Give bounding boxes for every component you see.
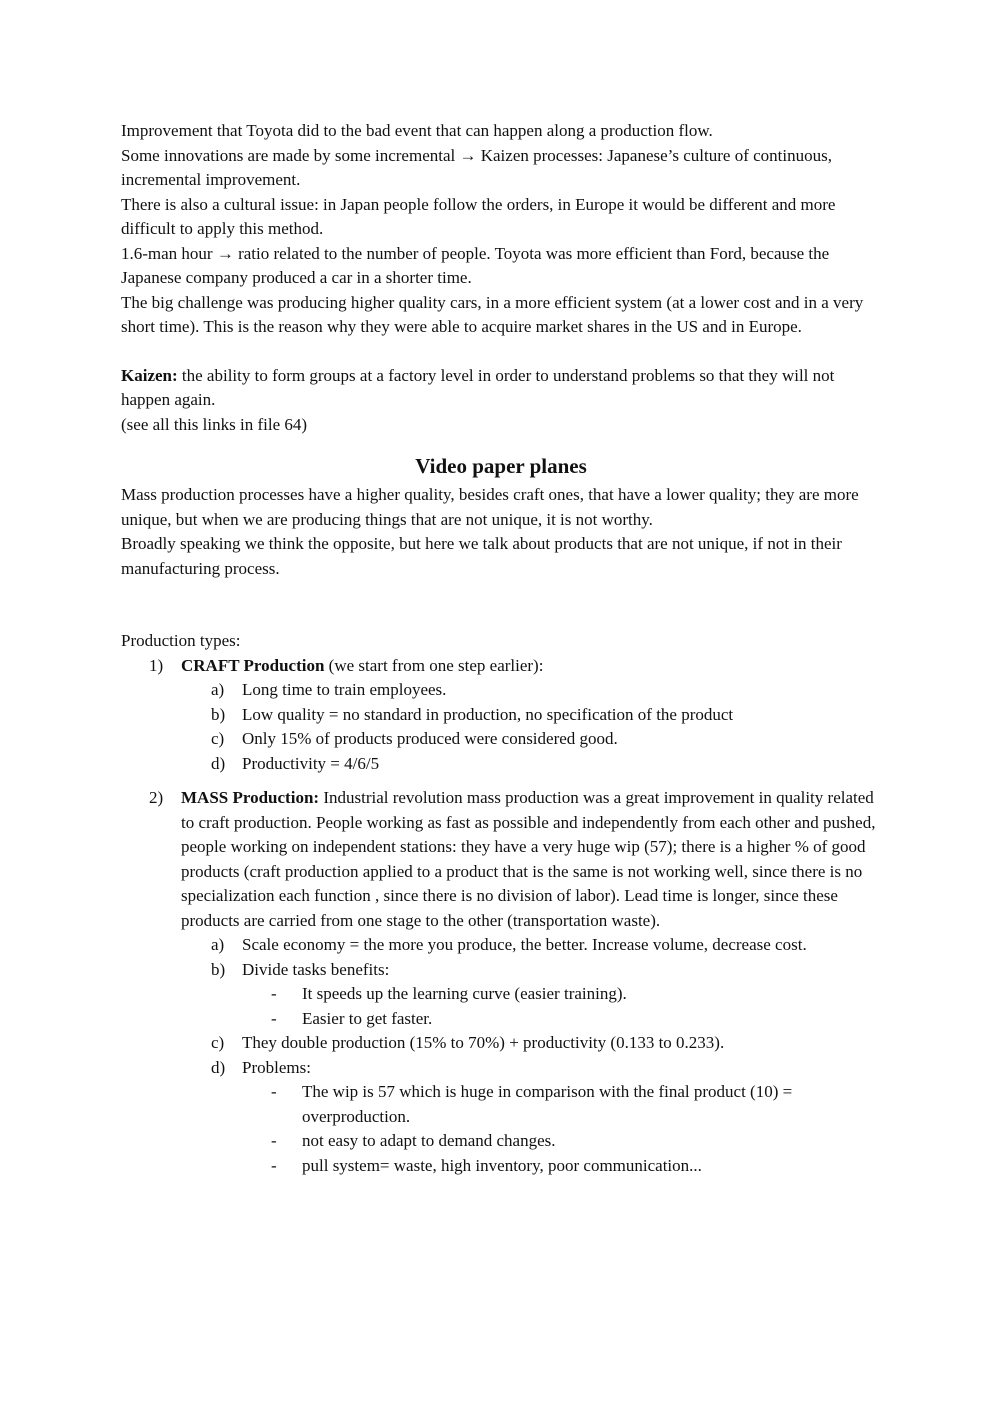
list-item-text: Divide tasks benefits:	[242, 959, 390, 979]
kaizen-text: the ability to form groups at a factory level in order to understand problems so that they will not happen again.	[121, 365, 835, 409]
intro-paragraph-1: Improvement that Toyota did to the bad event that can happen along a production flow.	[121, 121, 713, 140]
sub-list-item-text: pull system= waste, high inventory, poor communication...	[302, 1155, 702, 1175]
list-marker: 1)	[149, 655, 164, 675]
list-marker: a)	[211, 935, 225, 954]
video-paragraph-2: Broadly speaking we think the opposite, but here we talk about products that are not unique, if not in their manufacturing process.	[121, 534, 842, 578]
list-item-text: Scale economy = the more you produce, the better. Increase volume, decrease cost.	[242, 935, 807, 954]
section-heading: Video paper planes	[415, 454, 587, 478]
dash-marker: -	[271, 984, 277, 1003]
intro-paragraph-2: Some innovations are made by some incremental → Kaizen processes: Japanese’s culture of continuous, incremental improvement.	[121, 145, 832, 189]
sub-list-item-text: It speeds up the learning curve (easier training).	[302, 984, 627, 1003]
list-marker: d)	[211, 753, 226, 773]
dash-marker: -	[271, 1155, 277, 1175]
craft-title: CRAFT Production	[181, 655, 325, 675]
list-item-text: Productivity = 4/6/5	[242, 753, 380, 773]
sub-list-item-text: Easier to get faster.	[302, 1008, 433, 1028]
list-marker: 2)	[149, 788, 164, 807]
list-marker: a)	[211, 680, 225, 699]
sub-list-item	[121, 1129, 881, 1154]
spacer	[121, 340, 881, 364]
sub-list-item	[121, 982, 881, 1007]
mass-text: Industrial revolution mass production was a great improvement in quality related to craft production. People working as fast as possible and independently from each other and pushed, people working on independent stations: they have a very huge wip (57); there is a higher % of good products (craft production applied to a product that is the same is not working well, since there is no specialization each function , since there is no division of labor). Lead time is longer, since these products are carried from one stage to the other (transportation waste).	[181, 788, 876, 930]
list-item-mass	[121, 786, 881, 933]
list-marker: b)	[211, 959, 226, 979]
spacer	[121, 581, 881, 629]
intro-paragraph-5: The big challenge was producing higher quality cars, in a more efficient system (at a lower cost and in a very short time). This is the reason why they were able to acquire market shares in the US and in Europe.	[121, 292, 864, 336]
dash-marker: -	[271, 1131, 277, 1150]
craft-text: (we start from one step earlier):	[324, 655, 544, 675]
dash-marker: -	[271, 1008, 277, 1028]
sub-list-item	[121, 1154, 881, 1179]
list-marker: d)	[211, 1057, 226, 1077]
list-item-text: Only 15% of products produced were considered good.	[242, 729, 618, 748]
list-item	[121, 678, 881, 703]
kaizen-definition	[121, 364, 881, 413]
list-item	[121, 958, 881, 983]
list-item-text: Long time to train employees.	[242, 680, 447, 699]
list-item	[121, 703, 881, 728]
list-item-text: Problems:	[242, 1057, 311, 1077]
list-item	[121, 752, 881, 777]
list-item-text: Low quality = no standard in production, no specification of the product	[242, 704, 734, 724]
sub-list-item	[121, 1007, 881, 1032]
list-item	[121, 727, 881, 752]
kaizen-note: (see all this links in file 64)	[121, 414, 308, 434]
list-marker: c)	[211, 1033, 225, 1052]
video-paragraph-1: Mass production processes have a higher quality, besides craft ones, that have a lower quality; they are more unique, but when we are producing things that are not unique, it is not worthy.	[121, 485, 859, 529]
kaizen-term: Kaizen:	[121, 365, 178, 385]
list-item-text: They double production (15% to 70%) + productivity (0.133 to 0.233).	[242, 1033, 725, 1052]
mass-title: MASS Production:	[181, 788, 320, 807]
list-item	[121, 1031, 881, 1056]
production-types-label: Production types:	[121, 631, 241, 650]
list-marker: b)	[211, 704, 226, 724]
list-marker: c)	[211, 729, 225, 748]
list-item	[121, 1056, 881, 1081]
intro-paragraph-3: There is also a cultural issue: in Japan people follow the orders, in Europe it would be different and more difficult to apply this method.	[121, 194, 836, 238]
sub-list-item	[121, 1080, 881, 1129]
sub-list-item-text: The wip is 57 which is huge in comparison with the final product (10) = overproduction.	[302, 1082, 793, 1126]
dash-marker: -	[271, 1082, 277, 1101]
page-content	[121, 119, 881, 1178]
list-item-craft	[121, 654, 881, 679]
list-item	[121, 933, 881, 958]
intro-paragraph-4: 1.6-man hour → ratio related to the number of people. Toyota was more efficient than Ford, because the Japanese company produced a car in a shorter time.	[121, 243, 830, 287]
sub-list-item-text: not easy to adapt to demand changes.	[302, 1131, 556, 1150]
